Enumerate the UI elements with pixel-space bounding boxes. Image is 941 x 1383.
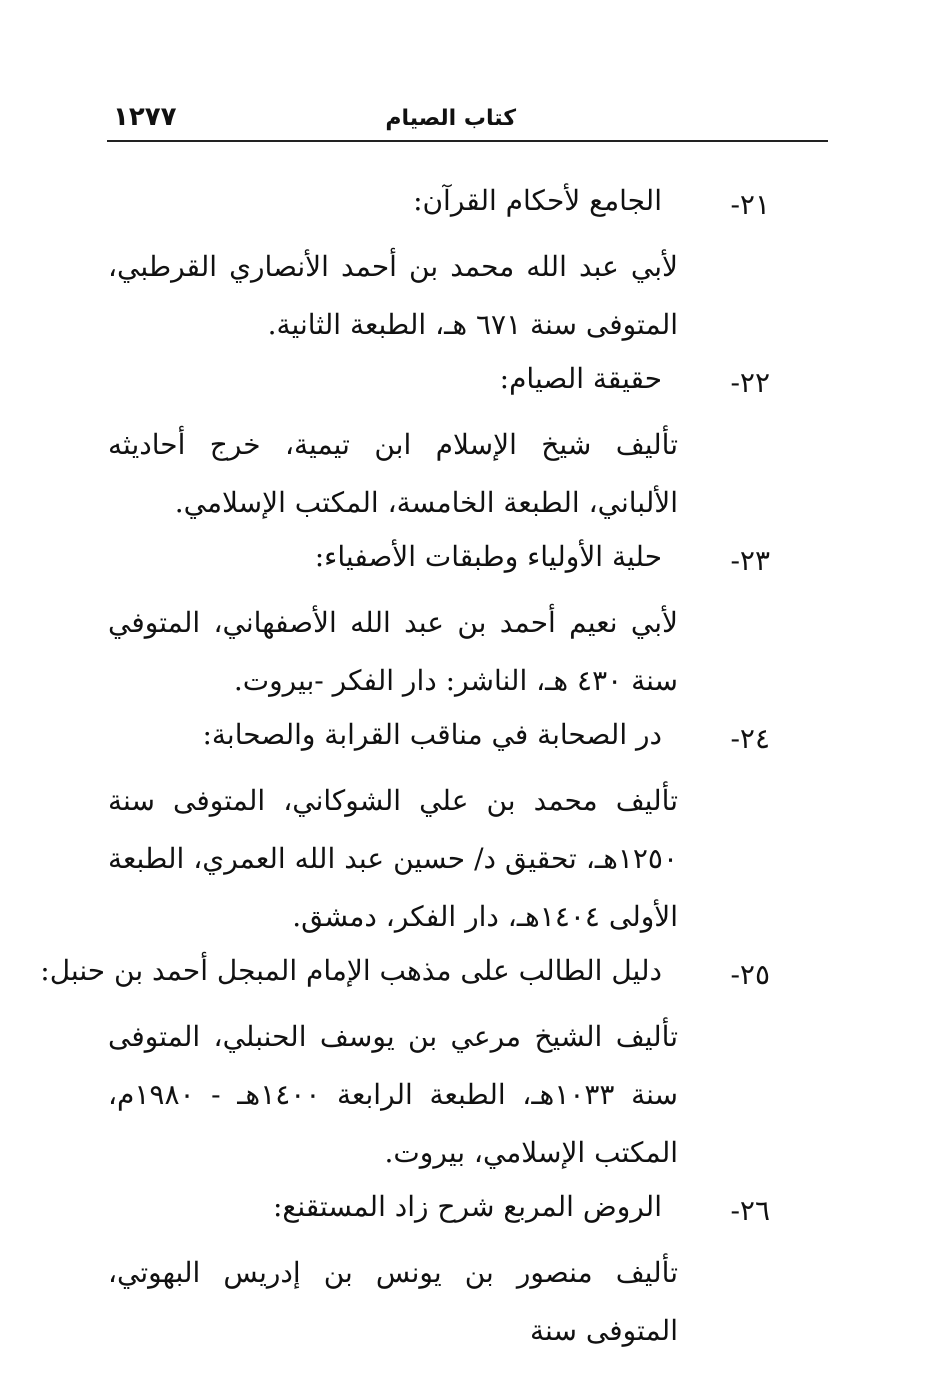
entry-description: تأليف منصور بن يونس بن إدريس البهوتي، المتوفى سنة: [108, 1256, 678, 1347]
bibliography-entry: [108, 710, 770, 946]
entry-number: ٢٢-: [730, 366, 770, 399]
entry-number: ٢٦-: [730, 1194, 770, 1227]
running-title: كتاب الصيام: [385, 106, 516, 131]
page-number: ١٢٧٧: [113, 102, 177, 132]
bibliography-entry: [108, 532, 770, 710]
entry-number: ٢٣-: [730, 544, 770, 577]
entry-title: حلية الأولياء وطبقات الأصفياء:: [314, 540, 662, 573]
bibliography-list: [40, 176, 770, 1360]
entry-description: لأبي نعيم أحمد بن عبد الله الأصفهاني، المتوفي سنة ٤٣٠ هـ، الناشر: دار الفكر -بيروت.: [108, 606, 678, 697]
entry-description: تأليف الشيخ مرعي بن يوسف الحنبلي، المتوفى سنة ١٠٣٣هـ، الطبعة الرابعة ١٤٠٠هـ - ١٩٨٠م، المكتب الإسلامي، بيروت.: [108, 1020, 679, 1169]
bibliography-entry: [108, 1182, 770, 1360]
entry-number: ٢٤-: [730, 722, 770, 755]
bibliography-entry: [40, 946, 770, 1182]
bibliography-entry: [108, 354, 770, 532]
bibliography-entry: [108, 176, 770, 354]
entry-title: در الصحابة في مناقب القرابة والصحابة:: [202, 718, 662, 751]
entry-number: ٢١-: [730, 188, 770, 221]
entry-title: دليل الطالب على مذهب الإمام المبجل أحمد بن حنبل:: [40, 954, 662, 987]
entry-description: لأبي عبد الله محمد بن أحمد الأنصاري القرطبي، المتوفى سنة ٦٧١ هـ، الطبعة الثانية.: [108, 250, 678, 341]
entry-description: تأليف شيخ الإسلام ابن تيمية، خرج أحاديثه الألباني، الطبعة الخامسة، المكتب الإسلامي.: [108, 428, 678, 519]
entry-title: الروض المربع شرح زاد المستقنع:: [272, 1190, 662, 1223]
entry-number: ٢٥-: [730, 958, 770, 991]
entry-description: تأليف محمد بن علي الشوكاني، المتوفى سنة ١٢٥٠هـ، تحقيق د/ حسين عبد الله العمري، الطبعة الأولى ١٤٠٤هـ، دار الفكر، دمشق.: [108, 784, 678, 933]
entry-title: حقيقة الصيام:: [499, 362, 662, 395]
page-header: [107, 100, 828, 142]
entry-title: الجامع لأحكام القرآن:: [413, 184, 662, 217]
